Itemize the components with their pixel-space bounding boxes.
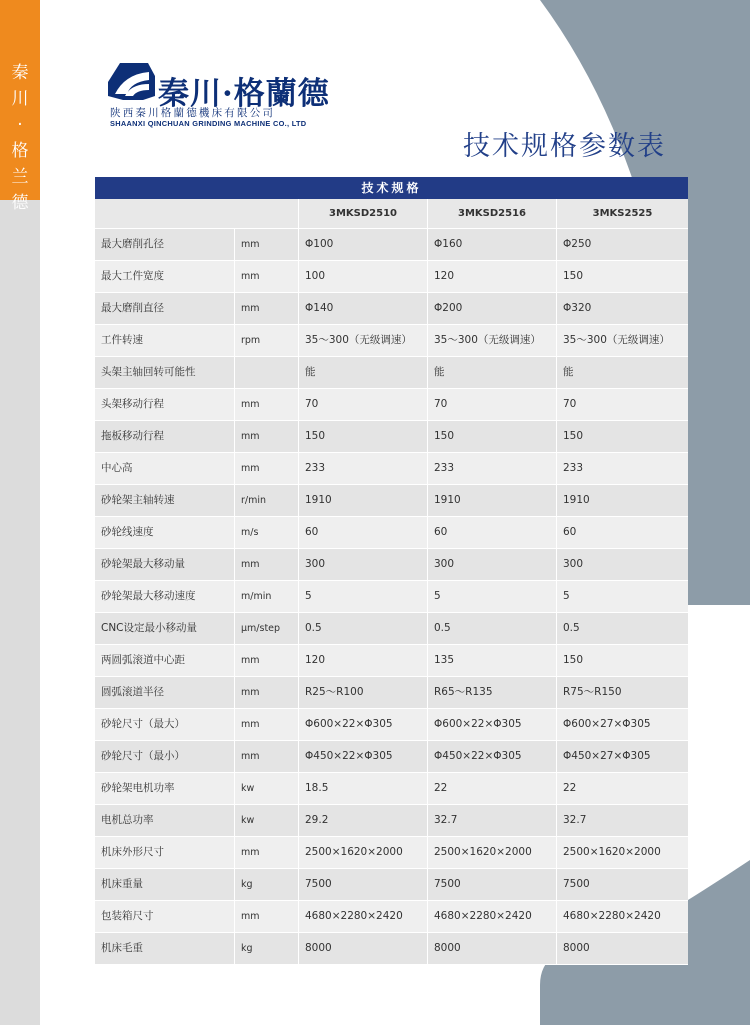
spec-name: 机床重量	[95, 869, 235, 900]
spec-name: 砂轮架最大移动速度	[95, 581, 235, 612]
spec-value: Φ600×22×Φ305	[299, 709, 428, 740]
spec-value: Φ600×22×Φ305	[428, 709, 557, 740]
spec-value: R75～R150	[563, 686, 622, 698]
spec-value: 150	[563, 270, 584, 282]
spec-value: 35～300（无级调速）	[299, 325, 428, 356]
spec-value: 60	[563, 526, 577, 538]
spec-value: 120	[428, 261, 557, 292]
table-row	[95, 549, 688, 581]
spec-unit: kw	[235, 773, 299, 804]
spec-unit: mm	[235, 709, 299, 740]
spec-value: 22	[428, 773, 557, 804]
spec-value: 1910	[428, 485, 557, 516]
spec-name: 最大磨削孔径	[95, 229, 235, 260]
spec-value: 150	[299, 421, 428, 452]
spec-value: Φ600×27×Φ305	[563, 718, 651, 730]
spec-name: 机床毛重	[95, 933, 235, 964]
spec-value: 0.5	[428, 613, 557, 644]
table-row	[95, 485, 688, 517]
spec-name: 头架主轴回转可能性	[95, 357, 235, 388]
spec-unit: kg	[235, 869, 299, 900]
spec-name: 工件转速	[95, 325, 235, 356]
spec-rows	[95, 229, 688, 965]
spec-value: 18.5	[299, 773, 428, 804]
spec-value: Φ100	[299, 229, 428, 260]
spec-value: 5	[428, 581, 557, 612]
spec-value: 5	[563, 590, 570, 602]
spec-unit	[235, 357, 299, 388]
model-header: 3MKSD2510	[299, 199, 428, 228]
spec-value: 100	[299, 261, 428, 292]
table-row	[95, 229, 688, 261]
table-row	[95, 709, 688, 741]
spec-value: Φ320	[563, 302, 592, 314]
spec-name: 砂轮架电机功率	[95, 773, 235, 804]
spec-value: 7500	[299, 869, 428, 900]
company-fullname-cn: 陕西秦川格蘭德機床有限公司	[110, 107, 276, 119]
spec-value: R25～R100	[299, 677, 428, 708]
spec-name: 砂轮尺寸（最大）	[95, 709, 235, 740]
spec-value: Φ160	[428, 229, 557, 260]
spec-value: 150	[428, 421, 557, 452]
spec-value: 2500×1620×2000	[428, 837, 557, 868]
side-brand-label: 秦 川 · 格 兰 德	[11, 63, 29, 213]
spec-unit: mm	[235, 549, 299, 580]
table-row	[95, 773, 688, 805]
spec-table	[95, 177, 688, 965]
spec-unit: mm	[235, 901, 299, 932]
spec-name: 砂轮架主轴转速	[95, 485, 235, 516]
spec-name: 最大磨削直径	[95, 293, 235, 324]
spec-unit: m/s	[235, 517, 299, 548]
spec-unit: mm	[235, 453, 299, 484]
spec-name: 电机总功率	[95, 805, 235, 836]
model-header: 3MKSD2516	[428, 199, 557, 228]
spec-value: 233	[428, 453, 557, 484]
table-row	[95, 293, 688, 325]
table-row	[95, 837, 688, 869]
spec-unit: μm/step	[235, 613, 299, 644]
table-row	[95, 325, 688, 357]
spec-value: 29.2	[299, 805, 428, 836]
spec-unit: mm	[235, 293, 299, 324]
spec-value: 60	[299, 517, 428, 548]
spec-name: 拖板移动行程	[95, 421, 235, 452]
spec-value: 60	[428, 517, 557, 548]
spec-value: R65～R135	[428, 677, 557, 708]
spec-value: Φ450×22×Φ305	[428, 741, 557, 772]
spec-name: 中心高	[95, 453, 235, 484]
spec-value: 8000	[299, 933, 428, 964]
spec-value: 70	[428, 389, 557, 420]
spec-value: 300	[428, 549, 557, 580]
spec-value: Φ200	[428, 293, 557, 324]
spec-unit: mm	[235, 389, 299, 420]
spec-name: 砂轮线速度	[95, 517, 235, 548]
spec-unit: kg	[235, 933, 299, 964]
spec-value: 2500×1620×2000	[299, 837, 428, 868]
spec-value: 22	[563, 782, 577, 794]
spec-value: 8000	[428, 933, 557, 964]
spec-value: 能	[563, 366, 574, 378]
spec-name: CNC设定最小移动量	[95, 613, 235, 644]
spec-value: 32.7	[428, 805, 557, 836]
page-title: 技术规格参数表	[463, 131, 666, 162]
spec-name: 两圆弧滚道中心距	[95, 645, 235, 676]
spec-name: 机床外形尺寸	[95, 837, 235, 868]
spec-value: 8000	[563, 942, 590, 954]
table-row	[95, 645, 688, 677]
spec-name: 圆弧滚道半径	[95, 677, 235, 708]
spec-value: 32.7	[563, 814, 587, 826]
spec-value: 2500×1620×2000	[563, 846, 661, 858]
spec-value: 233	[563, 462, 584, 474]
spec-unit: mm	[235, 837, 299, 868]
table-row	[95, 677, 688, 709]
spec-value: 1910	[299, 485, 428, 516]
spec-value: 能	[299, 357, 428, 388]
spec-value: 4680×2280×2420	[299, 901, 428, 932]
spec-value: 135	[428, 645, 557, 676]
spec-value: 能	[428, 357, 557, 388]
spec-value: 0.5	[563, 622, 580, 634]
table-row	[95, 581, 688, 613]
spec-value: Φ450×27×Φ305	[563, 750, 651, 762]
spec-unit: r/min	[235, 485, 299, 516]
spec-name: 包装箱尺寸	[95, 901, 235, 932]
model-header: 3MKS2525	[592, 208, 653, 219]
table-row	[95, 933, 688, 965]
table-row	[95, 901, 688, 933]
spec-value: 5	[299, 581, 428, 612]
spec-unit: mm	[235, 677, 299, 708]
spec-value: 7500	[563, 878, 590, 890]
spec-value: 70	[299, 389, 428, 420]
company-fullname-en: SHAANXI QINCHUAN GRINDING MACHINE CO., LTD	[110, 119, 307, 128]
spec-unit: mm	[235, 421, 299, 452]
header-blank-unit	[235, 199, 299, 228]
spec-name: 最大工件宽度	[95, 261, 235, 292]
company-name: 秦川·格蘭德	[158, 76, 330, 112]
spec-name: 砂轮尺寸（最小）	[95, 741, 235, 772]
spec-value: 120	[299, 645, 428, 676]
spec-value: Φ140	[299, 293, 428, 324]
spec-value: 233	[299, 453, 428, 484]
table-row	[95, 421, 688, 453]
spec-value: 70	[563, 398, 577, 410]
model-header-row	[95, 199, 688, 229]
spec-value: 4680×2280×2420	[428, 901, 557, 932]
table-row	[95, 517, 688, 549]
spec-unit: mm	[235, 741, 299, 772]
spec-value: 7500	[428, 869, 557, 900]
spec-name: 头架移动行程	[95, 389, 235, 420]
table-row	[95, 261, 688, 293]
table-row	[95, 453, 688, 485]
spec-value: 300	[563, 558, 584, 570]
spec-value: 150	[563, 430, 584, 442]
table-row	[95, 805, 688, 837]
spec-value: Φ250	[563, 238, 592, 250]
table-header: 技术规格	[95, 177, 688, 199]
table-row	[95, 869, 688, 901]
spec-unit: mm	[235, 229, 299, 260]
spec-unit: kw	[235, 805, 299, 836]
spec-name: 砂轮架最大移动量	[95, 549, 235, 580]
side-strip-gray	[0, 200, 40, 1025]
spec-unit: m/min	[235, 581, 299, 612]
spec-value: 4680×2280×2420	[563, 910, 661, 922]
header-blank	[95, 199, 235, 228]
spec-value: 300	[299, 549, 428, 580]
table-row	[95, 357, 688, 389]
spec-value: 150	[563, 654, 584, 666]
table-row	[95, 389, 688, 421]
spec-value: 35～300（无级调速）	[563, 334, 670, 346]
spec-unit: rpm	[235, 325, 299, 356]
table-row	[95, 741, 688, 773]
table-row	[95, 613, 688, 645]
spec-value: 0.5	[299, 613, 428, 644]
spec-unit: mm	[235, 261, 299, 292]
spec-value: 1910	[563, 494, 590, 506]
spec-value: Φ450×22×Φ305	[299, 741, 428, 772]
spec-unit: mm	[235, 645, 299, 676]
spec-value: 35～300（无级调速）	[428, 325, 557, 356]
